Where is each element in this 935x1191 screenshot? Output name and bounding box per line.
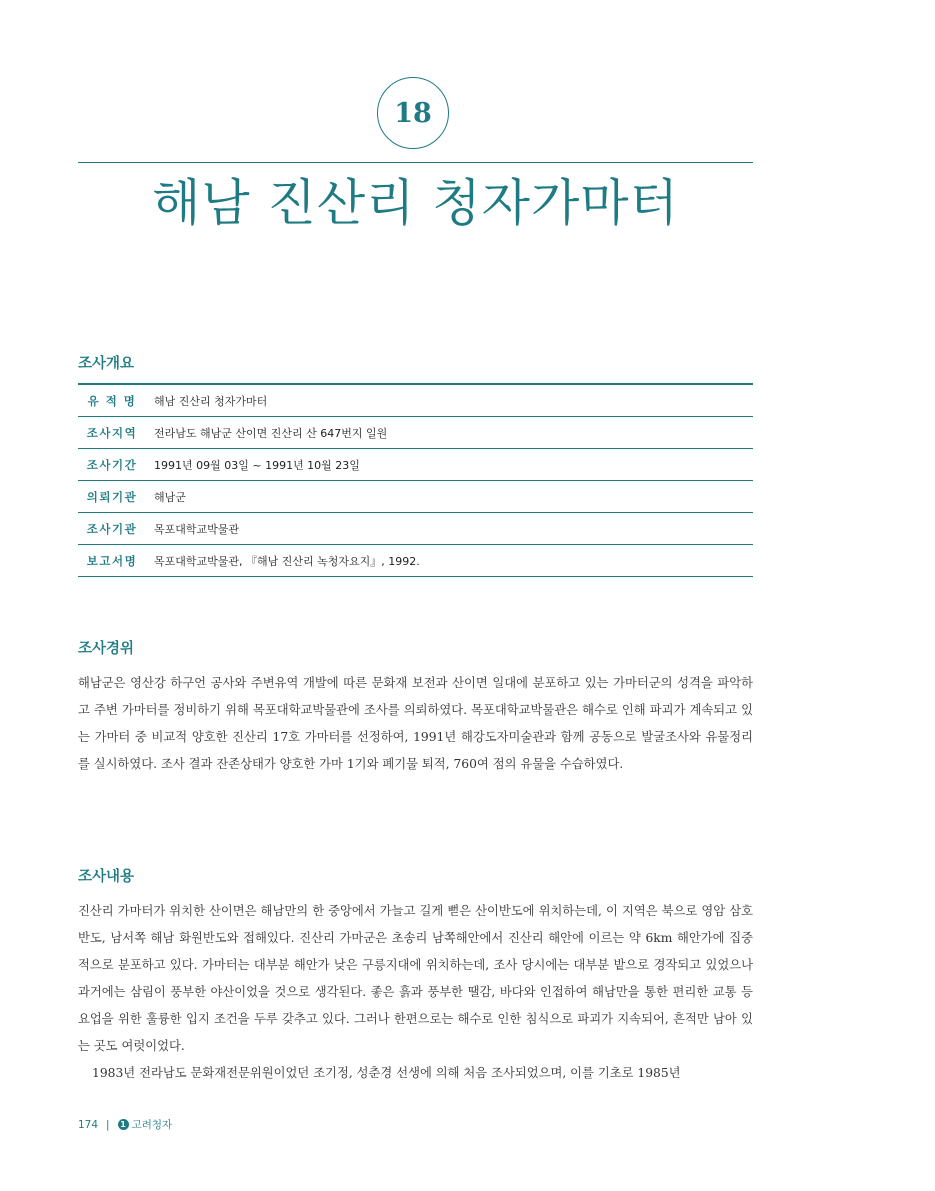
background-text: 해남군은 영산강 하구언 공사와 주변유역 개발에 따른 문화재 보전과 산이면 일대에 분포하고 있는 가마터군의 성격을 파악하고 주변 가마터를 정비하기 위해 목포대학교박물관에 조사를 의뢰하였다. 목포대학교박물관은 해수로 인해 파괴가 계속되고 있는 가마터 중 비교적 양호한 진산리 17호 가마터를 선정하여, 1991년 해강도자미술관과 함께 공동으로 발굴조사와 유물정리를 실시하였다. 조사 결과 잔존상태가 양호한 가마 1기와 폐기물 퇴적, 760여 점의 유물을 수습하였다. (78, 676, 753, 771)
section-name: 고려청자 (131, 1119, 173, 1131)
table-row (78, 545, 753, 577)
row-value: 해남군 (154, 490, 186, 504)
row-value: 목포대학교박물관, 『해남 진산리 녹청자요지』, 1992. (154, 554, 420, 568)
page-title: 해남 진산리 청자가마터 (152, 174, 679, 232)
row-value: 목포대학교박물관 (154, 522, 240, 536)
content-heading: 조사내용 (78, 869, 135, 885)
table-row (78, 385, 753, 417)
footer-separator: | (106, 1118, 110, 1131)
background-paragraph (78, 670, 753, 778)
row-label: 조사기관 (86, 521, 138, 536)
row-value: 해남 진산리 청자가마터 (154, 394, 268, 408)
overview-heading: 조사개요 (78, 356, 135, 372)
table-row (78, 513, 753, 545)
row-label: 의뢰기관 (86, 489, 138, 504)
background-heading: 조사경위 (78, 641, 135, 657)
page-number: 174 (78, 1118, 99, 1131)
row-value: 전라남도 해남군 산이면 진산리 산 647번지 일원 (154, 426, 388, 440)
section-badge: 1 (118, 1119, 129, 1130)
content-paragraph (78, 898, 753, 1087)
title-divider (78, 162, 753, 163)
row-label: 조사기간 (86, 457, 138, 472)
table-row (78, 417, 753, 449)
overview-table (78, 383, 753, 577)
table-row (78, 449, 753, 481)
row-label: 조사지역 (86, 425, 138, 440)
row-label: 보고서명 (86, 553, 138, 568)
content-text-2: 1983년 전라남도 문화재전문위원이었던 조기정, 성춘경 선생에 의해 처음 조사되었으며, 이를 기초로 1985년 (92, 1066, 681, 1080)
chapter-number: 18 (377, 77, 449, 149)
row-value: 1991년 09월 03일 ~ 1991년 10월 23일 (154, 458, 360, 472)
content-text-1: 진산리 가마터가 위치한 산이면은 해남만의 한 중앙에서 가늘고 길게 뻗은 산이반도에 위치하는데, 이 지역은 북으로 영암 삼호반도, 남서쪽 해남 화원반도와 접해있다. 진산리 가마군은 초송리 남쪽해안에서 진산리 해안에 이르는 약 6km 해안가에 집중적으로 분포하고 있다. 가마터는 대부분 해안가 낮은 구릉지대에 위치하는데, 조사 당시에는 대부분 밭으로 경작되고 있었으나 과거에는 삼림이 풍부한 야산이었을 것으로 생각된다. 좋은 흙과 풍부한 땔감, 바다와 인접하여 해남만을 통한 편리한 교통 등 요업을 위한 훌륭한 입지 조건을 두루 갖추고 있다. 그러나 한편으로는 해수로 인한 침식으로 파괴가 지속되어, 흔적만 남아 있는 곳도 여럿이었다. (78, 904, 753, 1053)
table-row (78, 481, 753, 513)
row-label: 유 적 명 (87, 393, 137, 408)
page-footer (78, 1117, 172, 1132)
